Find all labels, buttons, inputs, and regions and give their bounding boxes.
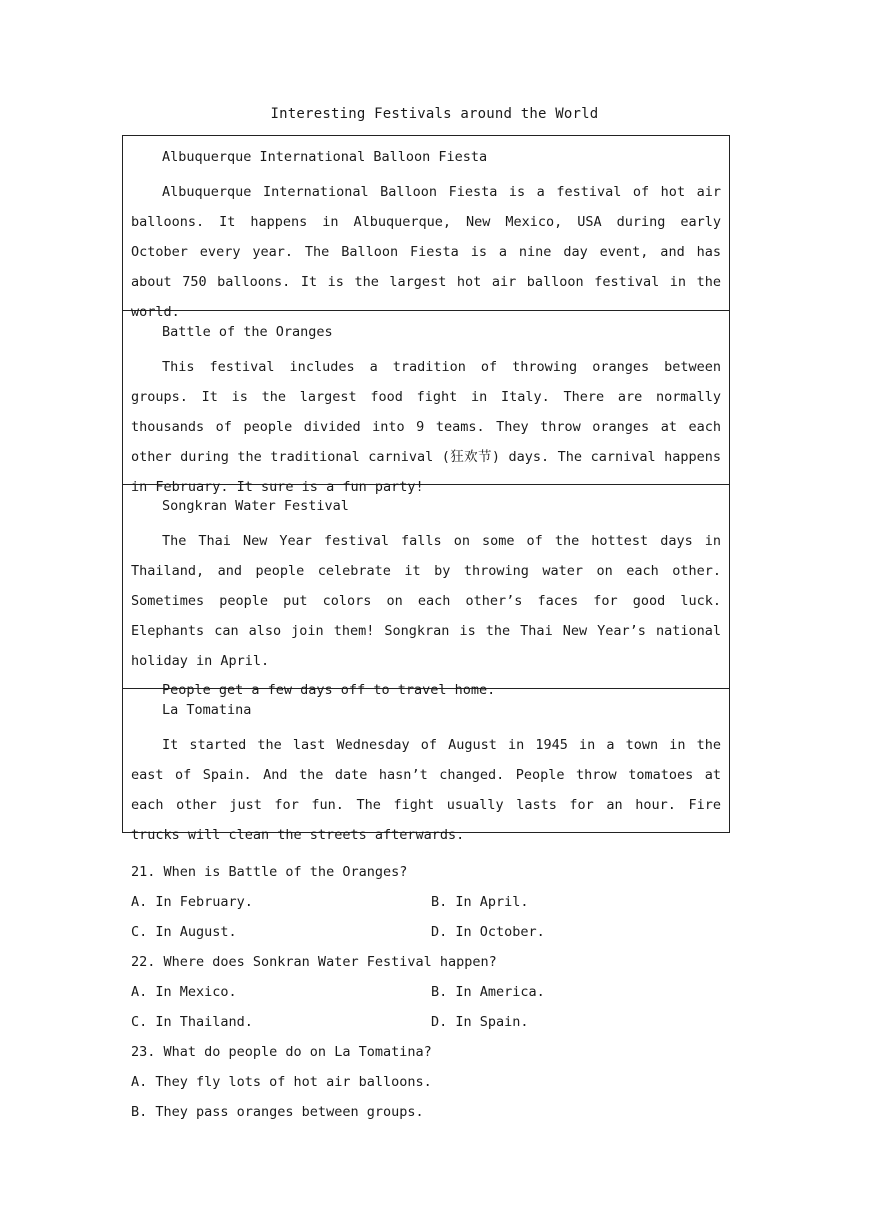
option-a: A. They fly lots of hot air balloons.: [131, 1074, 432, 1090]
option-c: C. In Thailand.: [131, 1014, 253, 1030]
question-22: 22. Where does Sonkran Water Festival happen?: [131, 954, 497, 970]
option-b: B. In April.: [431, 894, 529, 910]
option-d: D. In October.: [431, 924, 545, 940]
festival-paragraph: This festival includes a tradition of throwing oranges between groups. It is the largest food fight in Italy. There are normally thousands of people divided into 9 teams. They throw oranges at each other during the traditional carnival (狂欢节) days. The carnival happens in February. It sure is a fun party!: [131, 359, 721, 495]
festival-cell-battle-oranges: [123, 310, 729, 495]
options-row: [131, 887, 731, 917]
questions-section: [131, 857, 731, 1127]
festival-cell-balloon-fiesta: [123, 136, 729, 320]
question-21: 21. When is Battle of the Oranges?: [131, 864, 408, 880]
festival-table: [122, 135, 730, 843]
festival-heading: La Tomatina: [162, 702, 252, 718]
festival-heading: Albuquerque International Balloon Fiesta: [162, 149, 488, 165]
festival-heading: Battle of the Oranges: [162, 324, 333, 340]
festival-cell-la-tomatina: [123, 688, 729, 843]
festival-paragraph: Albuquerque International Balloon Fiesta is a festival of hot air balloons. It happens in Albuquerque, New Mexico, USA during early October every year. The Balloon Fiesta is a nine day event, and has about 750 balloons. It is the largest hot air balloon festival in the world.: [131, 184, 721, 320]
option-d: D. In Spain.: [431, 1014, 529, 1030]
festival-paragraph: People get a few days off to travel home.: [162, 682, 496, 698]
options-row: [131, 1007, 731, 1037]
festival-heading: Songkran Water Festival: [162, 498, 349, 514]
festival-paragraph: The Thai New Year festival falls on some of the hottest days in Thailand, and people celebrate it by throwing water on each other. Sometimes people put colors on each other’s faces for good luck. Elephants can also join them! Songkran is the Thai New Year’s national holiday in April.: [131, 533, 721, 669]
festival-cell-songkran: [123, 484, 729, 698]
option-a: A. In Mexico.: [131, 984, 237, 1000]
option-c: C. In August.: [131, 924, 237, 940]
festival-paragraph: It started the last Wednesday of August in 1945 in a town in the east of Spain. And the date hasn’t changed. People throw tomatoes at each other just for fun. The fight usually lasts for an hour. Fire trucks will clean the streets afterwards.: [131, 737, 721, 843]
options-row: [131, 977, 731, 1007]
page-title: Interesting Festivals around the World: [270, 106, 599, 122]
option-b: B. They pass oranges between groups.: [131, 1104, 424, 1120]
options-row: [131, 917, 731, 947]
question-23: 23. What do people do on La Tomatina?: [131, 1044, 432, 1060]
option-b: B. In America.: [431, 984, 545, 1000]
option-a: A. In February.: [131, 894, 253, 910]
